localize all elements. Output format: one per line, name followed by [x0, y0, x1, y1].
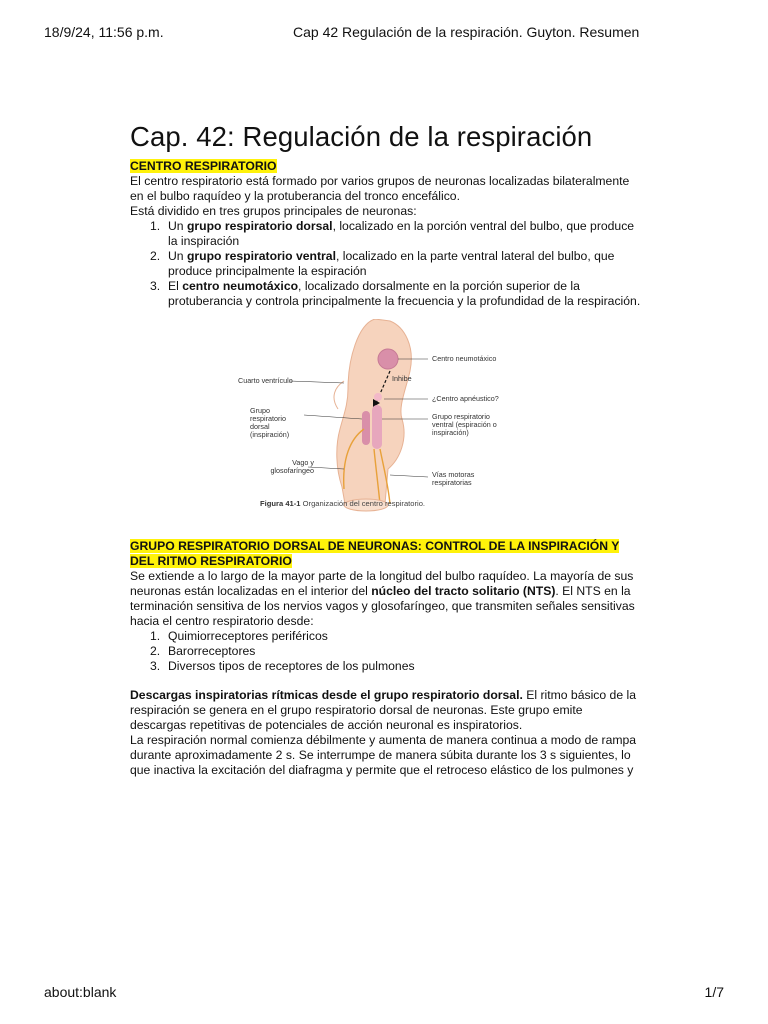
- print-date: 18/9/24, 11:56 p.m.: [44, 24, 164, 40]
- apneustico-dot: [374, 393, 382, 401]
- ventral-group: [372, 405, 382, 449]
- label-dorsal: Grupo respiratorio dorsal (inspiración): [250, 406, 290, 439]
- neumotaxico-nucleus: [378, 349, 398, 369]
- list-item: 2. Barorreceptores: [150, 644, 256, 658]
- label-vias: Vías motoras respiratorias: [432, 470, 475, 487]
- list-item: 1. Un grupo respiratorio dorsal, localizado en la porción ventral del bulbo, que produce la inspiración: [150, 219, 635, 248]
- label-neumotaxico: Centro neumotáxico: [432, 354, 497, 363]
- label-inhibe: Inhibe: [392, 374, 412, 383]
- page-number: 1/7: [704, 984, 724, 1000]
- page-title: Cap. 42: Regulación de la respiración: [130, 121, 593, 152]
- label-ventral: Grupo respiratorio ventral (espiración o inspiración): [432, 412, 497, 437]
- list-item: 3. Diversos tipos de receptores de los pulmones: [150, 659, 415, 673]
- document-content: [130, 120, 642, 778]
- label-apneustico: ¿Centro apnéustico?: [432, 394, 499, 403]
- paragraph: El centro respiratorio está formado por varios grupos de neuronas localizadas bilateralmente en el bulbo raquídeo y la protuberancia del tronco encefálico.: [130, 174, 630, 203]
- brainstem-illustration: [130, 319, 642, 519]
- label-vago: Vago y glosofaríngeo: [270, 458, 314, 475]
- label-cuarto-ventriculo: Cuarto ventrículo: [238, 376, 293, 385]
- paragraph: La respiración normal comienza débilmente y aumenta de manera continua a modo de rampa durante aproximadamente 2 s. Se interrumpe de manera súbita durante los 3 s siguientes, lo que inactiva la excitación del diafragma y permite que el retroceso elástico de los pulmones y: [130, 733, 637, 777]
- fourth-ventricle: [334, 381, 344, 409]
- print-doc-title: Cap 42 Regulación de la respiración. Guyton. Resumen: [293, 24, 640, 40]
- paragraph: Está dividido en tres grupos principales de neuronas:: [130, 204, 417, 218]
- dorsal-group: [362, 411, 370, 445]
- paragraph: Se extiende a lo largo de la mayor parte de la longitud del bulbo raquídeo. La mayoría de sus neuronas están localizadas en el interior del núcleo del tracto solitario (NTS). El NTS en la terminación sensitiva de los nervios vagos y glosofaríngeo, que transmiten señales sensitivas hacia el centro respiratorio desde:: [130, 569, 635, 628]
- figure-caption: Figura 41-1 Organización del centro respiratorio.: [260, 499, 426, 508]
- section-heading-centro-respiratorio: CENTRO RESPIRATORIO: [130, 159, 277, 173]
- section-heading-grupo-dorsal: GRUPO RESPIRATORIO DORSAL DE NEURONAS: CONTROL DE LA INSPIRACIÓN Y DEL RITMO RESPIRATORIO: [130, 539, 620, 568]
- paragraph: Descargas inspiratorias rítmicas desde el grupo respiratorio dorsal. El ritmo básico de la respiración se genera en el grupo respiratorio dorsal de neuronas. Este grupo emite descargas repetitivas de potenciales de acción neuronal es inspiratorios.: [130, 688, 636, 732]
- numbered-list: [130, 629, 642, 674]
- print-footer: [44, 984, 724, 1002]
- figure-respiratory-center: [130, 319, 642, 519]
- numbered-list: [130, 219, 642, 309]
- list-item: 3. El centro neumotáxico, localizado dorsalmente en la porción superior de la protuberancia y controla principalmente la frecuencia y la profundidad de la respiración.: [150, 279, 641, 308]
- print-header: [44, 24, 724, 42]
- list-item: 2. Un grupo respiratorio ventral, localizado en la parte ventral lateral del bulbo, que produce principalmente la espiración: [150, 249, 615, 278]
- list-item: 1. Quimiorreceptores periféricos: [150, 629, 328, 643]
- print-url: about:blank: [44, 984, 117, 1000]
